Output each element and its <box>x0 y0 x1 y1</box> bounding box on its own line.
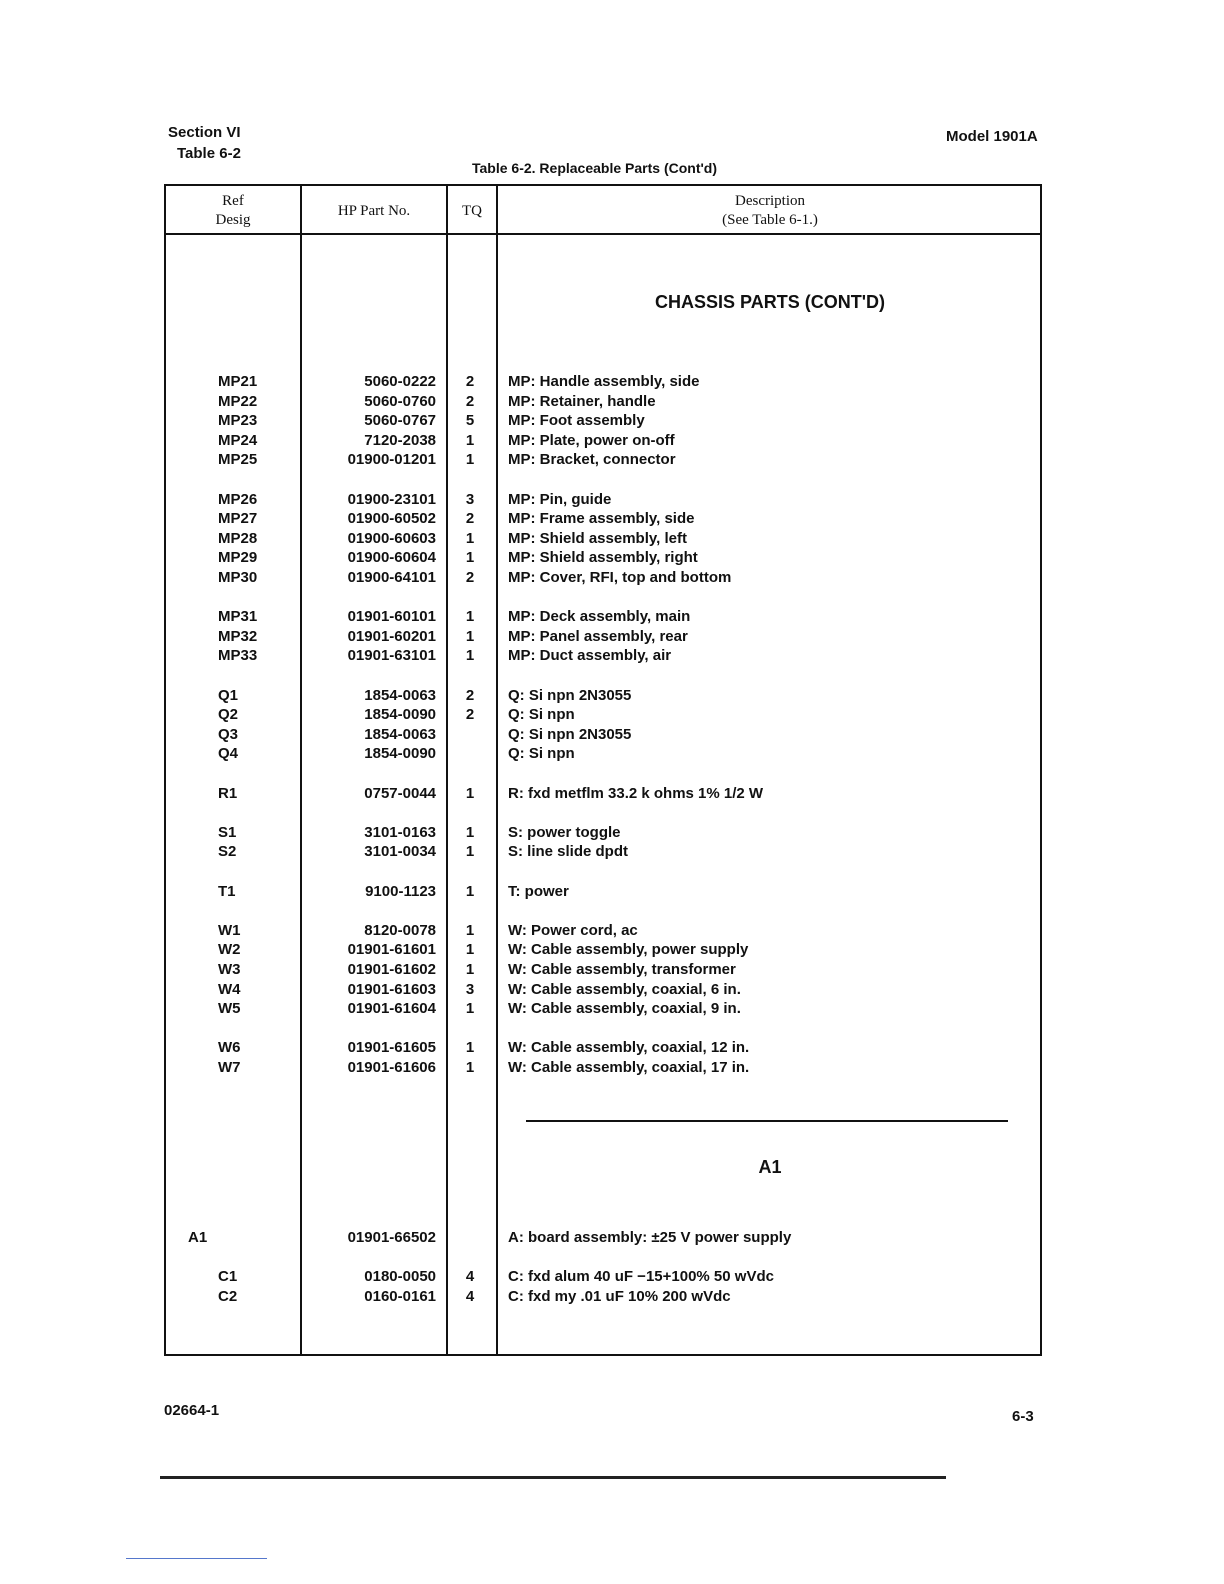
quantity: 3 <box>465 490 475 508</box>
column-header-description <box>498 192 1042 230</box>
section-title-a1: A1 <box>758 1157 782 1177</box>
description: R: fxd metflm 33.2 k ohms 1% 1/2 W <box>508 784 764 802</box>
quantity: 4 <box>465 1268 475 1286</box>
section-rule <box>526 1120 1008 1122</box>
quantity: 1 <box>465 1000 475 1018</box>
description: MP: Shield assembly, right <box>508 549 698 567</box>
ref-designator: R1 <box>218 784 238 802</box>
part-number: 01900-60502 <box>347 510 436 528</box>
ref-designator: C1 <box>218 1268 238 1286</box>
description: MP: Retainer, handle <box>508 392 656 410</box>
ref-designator: S1 <box>218 823 237 841</box>
part-number: 3101-0163 <box>364 823 436 841</box>
description: MP: Handle assembly, side <box>508 373 700 390</box>
description: MP: Pin, guide <box>508 490 612 508</box>
table-caption: Table 6-2. Replaceable Parts (Cont'd) <box>472 160 718 176</box>
part-number: 01901-66502 <box>347 1229 436 1246</box>
description: MP: Deck assembly, main <box>508 608 691 626</box>
quantity: 2 <box>465 392 475 410</box>
ref-designator: Q2 <box>218 706 239 724</box>
part-number: 1854-0090 <box>364 706 436 724</box>
ref-designator: W4 <box>218 980 241 998</box>
ref-designator: Q3 <box>218 725 239 743</box>
ref-designator: MP25 <box>218 451 258 469</box>
quantity: 1 <box>465 843 475 861</box>
part-number: 7120-2038 <box>364 431 436 449</box>
description: MP: Plate, power on-off <box>508 431 675 449</box>
part-number: 01900-60603 <box>347 529 436 547</box>
quantity: 1 <box>465 451 475 469</box>
part-number: 5060-0222 <box>364 373 436 390</box>
quantity: 1 <box>465 882 475 900</box>
description: Q: Si npn <box>508 745 575 763</box>
description: MP: Panel assembly, rear <box>508 627 688 645</box>
quantity: 2 <box>465 706 475 724</box>
quantity: 1 <box>465 549 475 567</box>
part-number: 01900-60604 <box>347 549 436 567</box>
quantity: 1 <box>465 529 475 547</box>
part-number: 1854-0063 <box>364 725 436 743</box>
ref-designator: S2 <box>218 843 237 861</box>
part-number: 9100-1123 <box>365 882 436 900</box>
ref-designator: MP28 <box>218 529 258 547</box>
quantity: 2 <box>465 569 475 586</box>
part-number: 01901-61602 <box>347 961 436 978</box>
quantity: 3 <box>465 980 475 998</box>
desc-header-line2: (See Table 6-1.) <box>722 212 818 228</box>
quantity: 1 <box>465 627 475 645</box>
part-number: 01901-61605 <box>347 1039 436 1057</box>
description: W: Cable assembly, coaxial, 9 in. <box>508 1000 741 1018</box>
ref-designator: T1 <box>218 882 236 900</box>
description: W: Cable assembly, power supply <box>508 941 749 959</box>
bottom-rule <box>160 1476 946 1479</box>
ref-designator: MP33 <box>218 647 258 665</box>
ref-designator: W2 <box>218 941 241 959</box>
section-label: Section VI <box>168 124 241 141</box>
description: Q: Si npn <box>508 706 575 724</box>
part-number: 01900-23101 <box>347 490 436 508</box>
section-title-chassis: CHASSIS PARTS (CONT'D) <box>655 292 885 312</box>
ref-designator: W5 <box>218 1000 241 1018</box>
part-number: 5060-0760 <box>364 392 436 410</box>
quantity: 1 <box>465 784 475 802</box>
col-divider-1 <box>300 186 302 1354</box>
description: A: board assembly: ±25 V power supply <box>508 1229 792 1246</box>
part-number: 01900-64101 <box>347 569 436 586</box>
quantity: 1 <box>465 823 475 841</box>
quantity: 5 <box>465 412 475 430</box>
page-number: 6-3 <box>1012 1408 1034 1425</box>
ref-designator: A1 <box>188 1229 208 1246</box>
quantity: 1 <box>465 961 475 978</box>
footnote-rule <box>126 1558 267 1559</box>
part-number: 3101-0034 <box>364 843 436 861</box>
ref-designator: W6 <box>218 1039 241 1057</box>
document-number: 02664-1 <box>164 1402 220 1419</box>
description: W: Cable assembly, coaxial, 17 in. <box>508 1059 750 1076</box>
quantity: 1 <box>465 1059 475 1076</box>
part-number: 1854-0063 <box>364 686 436 704</box>
ref-designator: MP22 <box>218 392 258 410</box>
ref-designator: Q1 <box>218 686 239 704</box>
header-divider <box>166 233 1040 235</box>
ref-designator: MP31 <box>218 608 258 626</box>
description: MP: Duct assembly, air <box>508 647 672 665</box>
description: W: Cable assembly, coaxial, 12 in. <box>508 1039 750 1057</box>
quantity: 2 <box>465 686 475 704</box>
quantity: 1 <box>465 647 475 665</box>
part-number: 01901-61604 <box>347 1000 436 1018</box>
table-label: Table 6-2 <box>177 145 241 162</box>
ref-designator: MP23 <box>218 412 258 430</box>
part-number: 0160-0161 <box>364 1287 436 1305</box>
description: C: fxd alum 40 uF −15+100% 50 wVdc <box>508 1268 774 1286</box>
description: MP: Cover, RFI, top and bottom <box>508 569 732 586</box>
ref-designator: Q4 <box>218 745 239 763</box>
part-number: 1854-0090 <box>364 745 436 763</box>
ref-designator: MP26 <box>218 490 258 508</box>
ref-designator: MP24 <box>218 431 258 449</box>
description: W: Cable assembly, coaxial, 6 in. <box>508 980 741 998</box>
part-number: 01901-61601 <box>347 941 436 959</box>
ref-designator: C2 <box>218 1287 238 1305</box>
part-number: 01901-63101 <box>347 647 436 665</box>
column-header-part: HP Part No. <box>337 203 411 219</box>
description: C: fxd my .01 uF 10% 200 wVdc <box>508 1287 731 1305</box>
description: W: Cable assembly, transformer <box>508 961 736 978</box>
description: W: Power cord, ac <box>508 921 638 939</box>
quantity: 1 <box>465 608 475 626</box>
ref-designator: MP21 <box>218 373 258 390</box>
part-number: 01901-61606 <box>347 1059 436 1076</box>
quantity: 1 <box>465 921 475 939</box>
ref-designator: MP27 <box>218 510 258 528</box>
part-number: 01901-61603 <box>347 980 436 998</box>
ref-designator: W1 <box>218 921 241 939</box>
ref-designator: MP30 <box>218 569 258 586</box>
part-number: 01901-60201 <box>347 627 436 645</box>
quantity: 1 <box>465 941 475 959</box>
description: Q: Si npn 2N3055 <box>508 686 632 704</box>
ref-designator: W3 <box>218 961 241 978</box>
description: T: power <box>508 882 569 900</box>
part-number: 0180-0050 <box>364 1268 436 1286</box>
col-divider-3 <box>496 186 498 1354</box>
part-number: 0757-0044 <box>364 784 436 802</box>
parts-table <box>164 184 1042 1356</box>
ref-header-line1: Ref <box>222 193 244 209</box>
ref-header-line2: Desig <box>215 212 251 228</box>
quantity: 1 <box>465 431 475 449</box>
quantity: 4 <box>465 1287 475 1305</box>
part-number: 5060-0767 <box>364 412 436 430</box>
quantity: 2 <box>465 510 475 528</box>
desc-header-line1: Description <box>735 193 805 209</box>
part-number: 8120-0078 <box>364 921 436 939</box>
part-number: 01901-60101 <box>347 608 436 626</box>
description: MP: Bracket, connector <box>508 451 676 469</box>
col-divider-2 <box>446 186 448 1354</box>
description: MP: Shield assembly, left <box>508 529 687 547</box>
model-label: Model 1901A <box>946 128 1038 145</box>
column-header-ref <box>166 192 300 230</box>
part-number: 01900-01201 <box>347 451 436 469</box>
column-header-tq: TQ <box>462 203 482 219</box>
description: S: power toggle <box>508 823 621 841</box>
description: S: line slide dpdt <box>508 843 629 861</box>
description: MP: Frame assembly, side <box>508 510 695 528</box>
quantity: 1 <box>465 1039 475 1057</box>
ref-designator: MP29 <box>218 549 258 567</box>
ref-designator: MP32 <box>218 627 258 645</box>
quantity: 2 <box>465 373 475 390</box>
description: MP: Foot assembly <box>508 412 645 430</box>
description: Q: Si npn 2N3055 <box>508 725 632 743</box>
ref-designator: W7 <box>218 1059 241 1076</box>
